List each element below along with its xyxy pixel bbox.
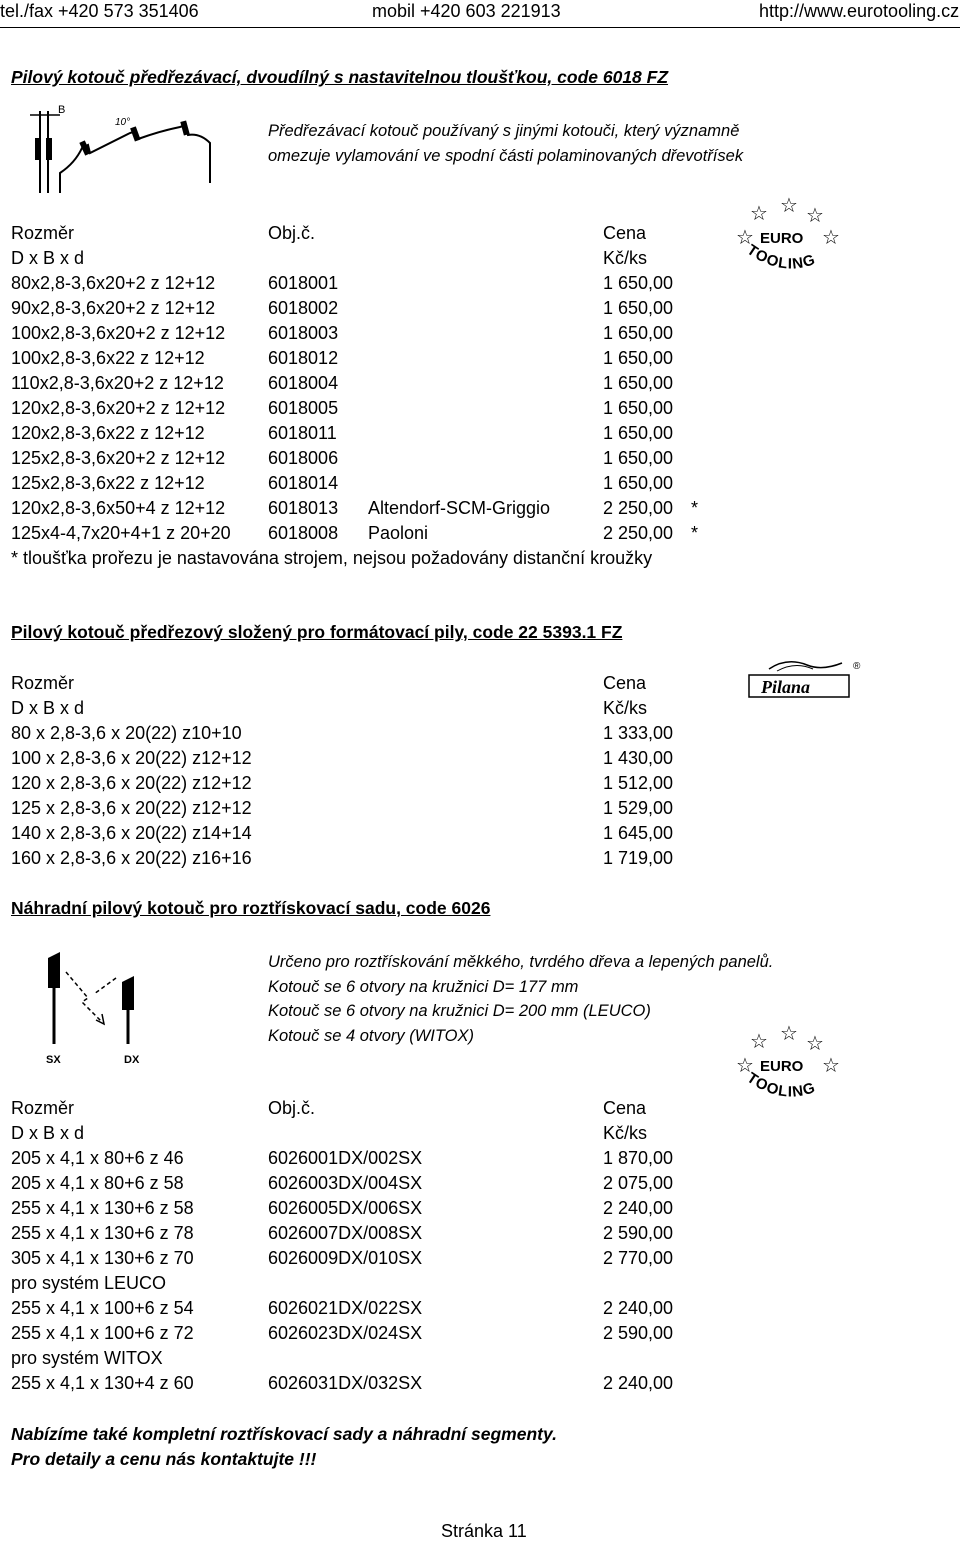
eurotooling-logo	[736, 190, 846, 282]
logo-euro-text: EURO	[760, 1058, 804, 1075]
cell-size: pro systém LEUCO	[11, 1273, 167, 1293]
sx-label: SX	[46, 1054, 61, 1066]
star-icon: ☆	[822, 1053, 840, 1077]
column-header-price: Cena	[603, 673, 647, 693]
pilana-logo-text: Pilana	[761, 677, 811, 697]
cell-size: 80x2,8-3,6x20+2 z 12+12	[11, 273, 216, 293]
column-subheader-price: Kč/ks	[603, 248, 648, 268]
cell-price: 1 645,00	[603, 823, 674, 843]
section1-footnote: * tloušťka prořezu je nastavována strojem, nejsou požadovány distanční kroužky	[11, 548, 653, 568]
page-number: Stránka 11	[441, 1521, 527, 1541]
cell-order-code: 6018004	[268, 373, 339, 393]
cell-size: 205 x 4,1 x 80+6 z 46	[11, 1148, 184, 1168]
column-header-size: Rozměr	[11, 1098, 75, 1118]
blade-profile-diagram	[20, 103, 220, 195]
cell-price: 1 650,00	[603, 473, 674, 493]
cell-price: 1 529,00	[603, 798, 674, 818]
star-icon: ☆	[736, 1053, 754, 1077]
page-header	[0, 0, 960, 28]
star-icon: ☆	[750, 201, 768, 225]
star-icon: ☆	[806, 203, 824, 227]
cell-order-code: 6018001	[268, 273, 339, 293]
cell-order-code: 6018002	[268, 298, 339, 318]
cell-size: 125x2,8-3,6x22 z 12+12	[11, 473, 205, 493]
header-url[interactable]: http://www.eurotooling.cz	[759, 1, 960, 21]
cell-size: 255 x 4,1 x 130+4 z 60	[11, 1373, 194, 1393]
column-subheader-size: D x B x d	[11, 248, 85, 268]
cell-order-code: 6018014	[268, 473, 339, 493]
cell-size: 255 x 4,1 x 100+6 z 54	[11, 1298, 194, 1318]
column-subheader-price: Kč/ks	[603, 1123, 648, 1143]
cell-size: 120 x 2,8-3,6 x 20(22) z12+12	[11, 773, 252, 793]
cell-price: 1 430,00	[603, 748, 674, 768]
cell-size: 255 x 4,1 x 130+6 z 58	[11, 1198, 194, 1218]
contact-note	[11, 1422, 557, 1472]
cell-order-code: 6026003DX/004SX	[268, 1173, 423, 1193]
description-line: Předřezávací kotouč používaný s jinými kotouči, který významně	[268, 122, 740, 140]
column-subheader-price: Kč/ks	[603, 698, 648, 718]
cell-size: 100x2,8-3,6x22 z 12+12	[11, 348, 205, 368]
cell-size: 90x2,8-3,6x20+2 z 12+12	[11, 298, 216, 318]
diagram-b-label: B	[58, 104, 66, 116]
header-divider	[0, 27, 960, 28]
section3-description	[268, 950, 773, 1048]
column-header-price: Cena	[603, 1098, 647, 1118]
cell-order-code: 6018012	[268, 348, 339, 368]
cell-size: 120x2,8-3,6x50+4 z 12+12	[11, 498, 226, 518]
column-subheader-size: D x B x d	[11, 698, 85, 718]
description-line: Kotouč se 4 otvory (WITOX)	[268, 1026, 475, 1045]
star-icon: ☆	[750, 1029, 768, 1053]
registered-mark: ®	[853, 661, 861, 672]
section1-description	[268, 119, 743, 168]
cell-price: 1 650,00	[603, 373, 674, 393]
cell-order-code: 6026021DX/022SX	[268, 1298, 423, 1318]
cell-price: 1 650,00	[603, 298, 674, 318]
column-header-price: Cena	[603, 223, 647, 243]
cell-size: 140 x 2,8-3,6 x 20(22) z14+14	[11, 823, 252, 843]
description-line: Kotouč se 6 otvory na kružnici D= 177 mm	[268, 977, 579, 996]
cell-size: 120x2,8-3,6x20+2 z 12+12	[11, 398, 226, 418]
dx-label: DX	[124, 1054, 140, 1066]
cell-size: 125x4-4,7x20+4+1 z 20+20	[11, 523, 231, 543]
cell-size: 255 x 4,1 x 130+6 z 78	[11, 1223, 194, 1243]
cell-price: 2 240,00	[603, 1298, 674, 1318]
column-header-code: Obj.č.	[268, 223, 316, 243]
eurotooling-logo	[736, 1018, 846, 1110]
cell-order-code: 6018013	[268, 498, 339, 518]
cell-price: 1 650,00	[603, 348, 674, 368]
star-icon: ☆	[780, 193, 798, 217]
cell-price: 1 650,00	[603, 323, 674, 343]
cell-order-code: 6026023DX/024SX	[268, 1323, 423, 1343]
cell-price: 1 512,00	[603, 773, 674, 793]
cell-size: 125 x 2,8-3,6 x 20(22) z12+12	[11, 798, 252, 818]
cell-order-code: 6018011	[268, 423, 337, 443]
logo-tooling-text: TOOLING	[743, 241, 818, 273]
cell-price: 1 650,00	[603, 273, 674, 293]
star-icon: ☆	[822, 225, 840, 249]
cell-size: 80 x 2,8-3,6 x 20(22) z10+10	[11, 723, 242, 743]
cell-size: 255 x 4,1 x 100+6 z 72	[11, 1323, 194, 1343]
cell-size: 125x2,8-3,6x20+2 z 12+12	[11, 448, 226, 468]
cell-price: 2 590,00	[603, 1223, 674, 1243]
cell-size: 205 x 4,1 x 80+6 z 58	[11, 1173, 184, 1193]
cell-size: pro systém WITOX	[11, 1348, 163, 1368]
star-icon: ☆	[780, 1021, 798, 1045]
star-icon: ☆	[736, 225, 754, 249]
column-header-size: Rozměr	[11, 223, 75, 243]
cell-price: 2 250,00	[603, 523, 674, 543]
cell-price: 1 650,00	[603, 398, 674, 418]
logo-tooling-text: TOOLING	[743, 1069, 818, 1101]
sx-dx-diagram	[38, 948, 158, 1068]
cell-price: 1 870,00	[603, 1148, 674, 1168]
cell-price: 1 650,00	[603, 423, 674, 443]
cell-order-code: 6026001DX/002SX	[268, 1148, 423, 1168]
description-line: Kotouč se 6 otvory na kružnici D= 200 mm (LEUCO)	[268, 1002, 651, 1020]
star-icon: ☆	[806, 1031, 824, 1055]
cell-order-code: 6018003	[268, 323, 339, 343]
contact-note-line: Nabízíme také kompletní roztřískovací sady a náhradní segmenty.	[11, 1424, 557, 1444]
column-subheader-size: D x B x d	[11, 1123, 85, 1143]
cell-size: 120x2,8-3,6x22 z 12+12	[11, 423, 205, 443]
header-phone: tel./fax +420 573 351406	[0, 1, 199, 21]
cell-price: 1 650,00	[603, 448, 674, 468]
cell-price: 2 240,00	[603, 1198, 674, 1218]
cell-footnote-mark: *	[691, 498, 699, 518]
cell-order-code: 6026005DX/006SX	[268, 1198, 423, 1218]
column-header-size: Rozměr	[11, 673, 75, 693]
cell-price: 2 250,00	[603, 498, 674, 518]
cell-price: 2 240,00	[603, 1373, 674, 1393]
diagram-angle-label: 10°	[115, 117, 131, 128]
cell-order-code: 6026009DX/010SX	[268, 1248, 423, 1268]
section3-title: Náhradní pilový kotouč pro roztřískovací sadu, code 6026	[11, 898, 491, 918]
cell-order-code: 6018006	[268, 448, 339, 468]
logo-euro-text: EURO	[760, 230, 804, 247]
cell-size: 110x2,8-3,6x20+2 z 12+12	[11, 373, 224, 393]
cell-price: 1 333,00	[603, 723, 674, 743]
column-header-code: Obj.č.	[268, 1098, 316, 1118]
cell-order-code: 6026031DX/032SX	[268, 1373, 423, 1393]
cell-size: 100 x 2,8-3,6 x 20(22) z12+12	[11, 748, 252, 768]
contact-note-line: Pro detaily a cenu nás kontaktujte !!!	[11, 1449, 317, 1469]
cell-order-code: 6026007DX/008SX	[268, 1223, 423, 1243]
cell-size: 305 x 4,1 x 130+6 z 70	[11, 1248, 194, 1268]
pilana-logo	[747, 655, 867, 705]
cell-size: 160 x 2,8-3,6 x 20(22) z16+16	[11, 848, 252, 868]
cell-order-code: 6018008	[268, 523, 339, 543]
header-mobile: mobil +420 603 221913	[372, 1, 561, 21]
cell-machine-note: Paoloni	[368, 523, 429, 543]
cell-price: 2 075,00	[603, 1173, 674, 1193]
cell-price: 1 719,00	[603, 848, 674, 868]
description-line: Určeno pro roztřískování měkkého, tvrdého dřeva a lepených panelů.	[268, 953, 774, 971]
cell-machine-note: Altendorf-SCM-Griggio	[368, 498, 551, 518]
section1-title: Pilový kotouč předřezávací, dvoudílný s nastavitelnou tloušťkou, code 6018 FZ	[11, 67, 669, 87]
cell-size: 100x2,8-3,6x20+2 z 12+12	[11, 323, 226, 343]
cell-footnote-mark: *	[691, 523, 699, 543]
description-line: omezuje vylamování ve spodní části polaminovaných dřevotřísek	[268, 146, 744, 165]
cell-price: 2 590,00	[603, 1323, 674, 1343]
section2-title: Pilový kotouč předřezový složený pro formátovací pily, code 22 5393.1 FZ	[11, 622, 623, 642]
cell-price: 2 770,00	[603, 1248, 674, 1268]
cell-order-code: 6018005	[268, 398, 339, 418]
